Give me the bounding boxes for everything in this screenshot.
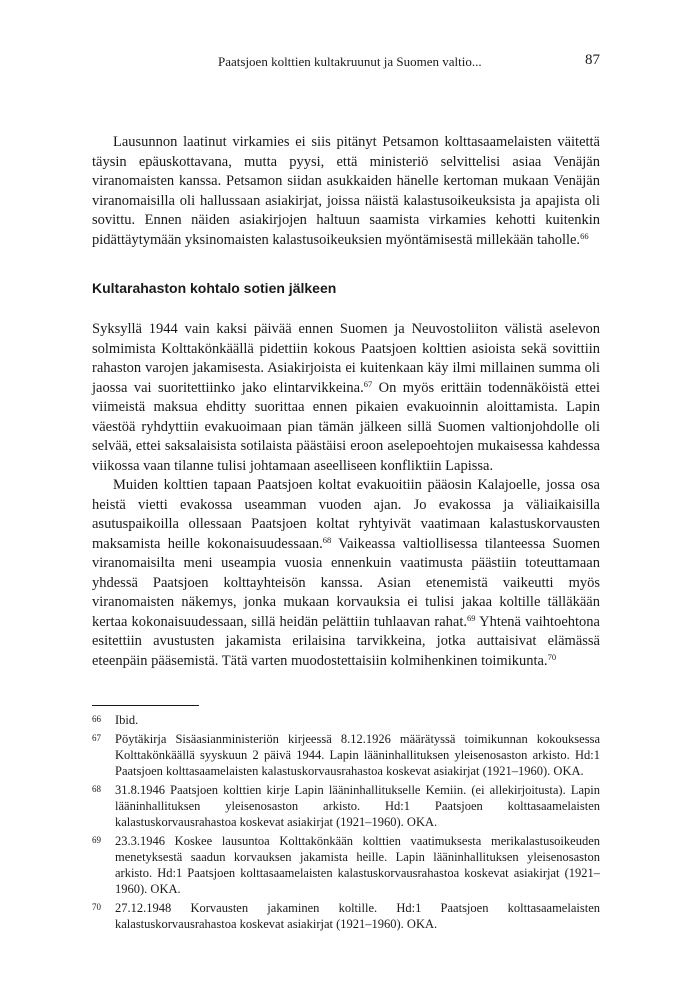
footnote-number: 67	[92, 733, 101, 743]
footnote-number: 69	[92, 835, 101, 845]
paragraph-2-part-1: Syksyllä 1944 vain kaksi päivää ennen Suomen ja Neuvostoliiton välistä aselevon solmimista Kolttakönkäällä pidettiin kokous Paatsjoen kolttien asioista sekä sovittiin rahaston varojen jakamisesta. Asiakirjoista ei kuitenkaan käy ilmi millainen summa oli jaossa vai suoritettiinko jako elintarvikkeina.	[92, 321, 600, 396]
footnote-text: Pöytäkirja Sisäasianministeriön kirjeessä 8.12.1926 määrätyssä toimikunnan kokouksessa Kolttakönkäällä syyskuun 2 päivä 1944. Lapin lääninhallituksen yleisenosaston arkisto. Hd:1 Paatsjoen kolttasaamelaisten kalastuskorvausrahastoa koskevat asiakirjat (1921–1960). OKA.	[115, 732, 600, 778]
footnote	[92, 900, 600, 932]
paragraph-2	[92, 320, 600, 476]
paragraph-3	[92, 476, 600, 671]
footnote	[92, 731, 600, 779]
section-heading: Kultarahaston kohtalo sotien jälkeen	[92, 280, 337, 296]
footnote-text: 27.12.1948 Korvausten jakaminen koltille. Hd:1 Paatsjoen kolttasaamelaisten kalastuskorvausrahastoa koskevat asiakirjat (1921–1960). OKA.	[115, 901, 600, 931]
footnote-rule	[92, 705, 199, 706]
paragraph-3-part-1: Muiden kolttien tapaan Paatsjoen koltat evakuoitiin pääosin Kalajoelle, jossa osa heistä vietti evakossa useamman vuoden ajan. Jo evakossa ja väliaikaisilla asutuspaikoilla ollessaan Paatsjoen koltat ryhtyivät vaatimaan kalastuskorvausten maksamista heille kokonaisuudessaan.	[92, 477, 600, 552]
footnote-ref-68: 68	[322, 534, 332, 545]
paragraph-3-part-2: Vaikeassa valtiollisessa tilanteessa Suomen viranomaisilta meni useampia vuosia ennenkuin vaatimusta päästiin toteuttamaan yhdessä Paatsjoen kolttayhteisön kanssa. Asian etenemistä vaikeutti myös viranomaisten näkemys, jonka mukaan korvauksia ei tulisi jakaa koltille tälläkään kertaa kokonaisuudessaan, sillä heidän pelättiin tuhlaavan rahat.	[92, 535, 600, 630]
paragraph-1	[92, 133, 600, 250]
footnote	[92, 833, 600, 897]
footnote-number: 70	[92, 902, 101, 912]
footnote-number: 66	[92, 714, 101, 724]
footnote-ref-70: 70	[547, 651, 557, 662]
footnote-text: Ibid.	[115, 713, 139, 727]
paragraph-2-part-2: On myös erittäin todennäköistä ettei viimeistä maksua ehditty suorittaa ennen pikaien evakuoinnin aloittamista. Lapin väestöä ryhdyttiin evakuoimaan pian tämän jälkeen sillä Suomen valtionjohdolle oli selvää, ettei saksalaisista sotilaista päästäisi eroon aselepoehtojen mukaisessa kahdessa viikossa vaan tilanne tulisi johtamaan aseelliseen konfliktiin Lapissa.	[92, 379, 600, 474]
footnote-text: 23.3.1946 Koskee lausuntoa Kolttakönkään kolttien vaatimuksesta merikalastusoikeuden menetyksestä saadun korvauksen jakamista heille. Lapin lääninhallituksen yleisenosaston arkisto. Hd:1 Paatsjoen kolttasaamelaisten kalastuskorvausrahastoa koskevat asiakirjat (1921–1960). OKA.	[115, 834, 600, 896]
footnote-ref-67: 67	[363, 378, 373, 389]
paragraph-3-part-3: Yhtenä vaihtoehtona esitettiin avustusten jakamista erilaisina tarvikkeina, jotka auttaisivat elämässä eteenpäin pääsemistä. Tätä varten muodostettaisiin kolmihenkinen toimikunta.	[92, 613, 600, 669]
section-body	[92, 320, 600, 671]
footnote	[92, 782, 600, 830]
footnote-ref-69: 69	[467, 612, 476, 623]
footnote-text: 31.8.1946 Paatsjoen kolttien kirje Lapin lääninhallitukselle Kemiin. (ei allekirjoitusta). Lapin lääninhallituksen yleisenosaston arkisto. Hd:1 Paatsjoen kolttasaamelaisten kalastuskorvausrahastoa koskevat asiakirjat (1921–1960). OKA.	[115, 783, 600, 829]
page-number: 87	[585, 52, 600, 68]
footnote-number: 68	[92, 784, 101, 794]
footnotes	[92, 712, 600, 935]
running-title: Paatsjoen kolttien kultakruunut ja Suomen valtio...	[218, 54, 482, 69]
paragraph-1-text: Lausunnon laatinut virkamies ei siis pitänyt Petsamon kolttasaamelaisten väitettä täysin epäuskottavana, mutta pyysi, että ministeriö selvittelisi asiaa Venäjän viranomaisten kanssa. Petsamon siidan asukkaiden hänelle kertoman mukaan Venäjän viranomaisilla oli hallussaan asiakirjat, joissa näistä kalastusoikeuksista ja apajista oli sovittu. Ennen näiden asiakirjojen haltuun saamista virkamies kehotti kuitenkin pidättäytymään yksinomaisten kalastusoikeuksien myöntämisestä millekään taholle.	[92, 134, 600, 248]
footnote-ref-66: 66	[580, 230, 589, 241]
footnote	[92, 712, 600, 728]
running-header	[92, 52, 600, 72]
